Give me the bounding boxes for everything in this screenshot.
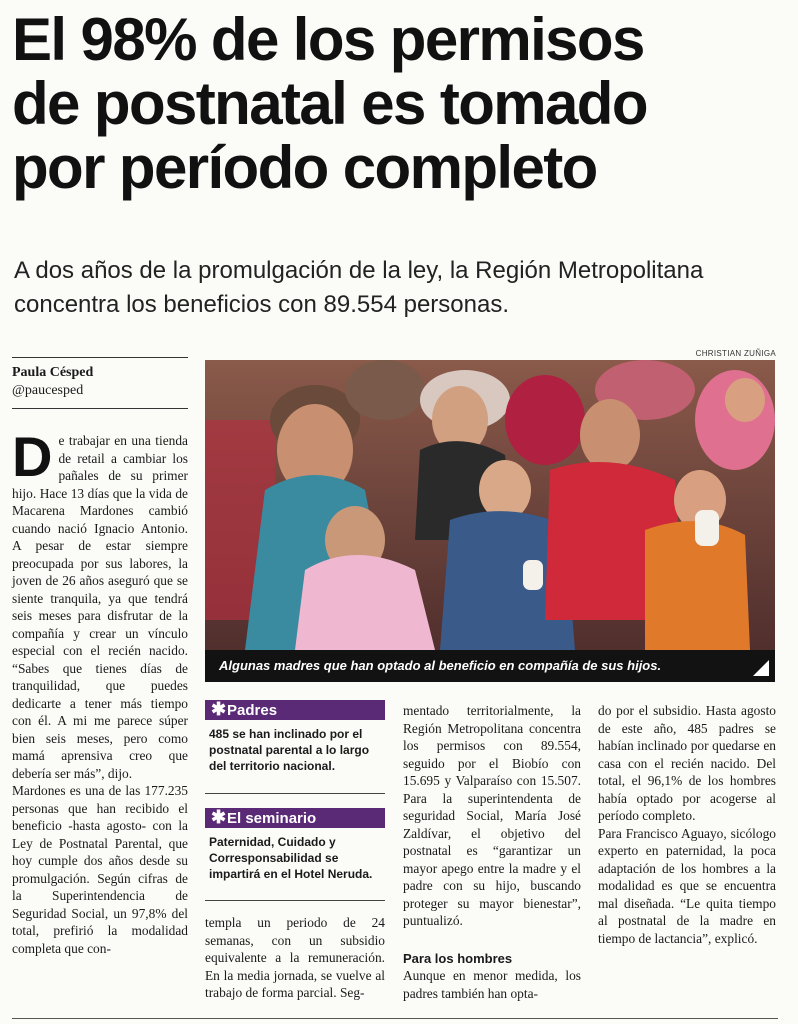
article-column-2 [205, 914, 385, 1002]
photo-credit: CHRISTIAN ZUÑIGA [695, 349, 776, 358]
headline-line-2: de postnatal es tomado [12, 70, 647, 137]
sidebar-seminario-header [205, 808, 385, 828]
article-paragraph-6: do por el subsidio. Hasta agosto de este año, 485 padres se habían inclinado por quedarse en casa con el recién nacido. Del total, el 96,1% de los hombres había optado por acogerse al período completo. [598, 703, 776, 823]
article-column-1 [12, 425, 188, 957]
subheading-para-los-hombres: Para los hombres [403, 950, 513, 966]
caption-corner-mark [753, 660, 769, 676]
article-column-4 [598, 702, 776, 947]
author-handle: @paucesped [12, 383, 84, 398]
author-name: Paula Césped [12, 365, 94, 380]
photo-caption: Algunas madres que han optado al beneficio en compañía de sus hijos. [205, 650, 775, 682]
byline [12, 357, 188, 409]
article-paragraph-2: Mardones es una de las 177.235 personas que han recibido el beneficio -hasta agosto- con la Ley de Postnatal Parental, que hoy cumple dos años desde su promulgación. Según cifras de la Superintendencia de Seguridad Social, un 97,8% del total, prefirió la modalidad completa que con- [12, 783, 188, 956]
article-column-3 [403, 702, 581, 1002]
sidebar-seminario-title: El seminario [227, 810, 317, 827]
bottom-rule [12, 1018, 778, 1019]
article-photo [205, 360, 775, 682]
sidebar-divider [205, 900, 385, 901]
headline [12, 8, 792, 200]
sidebar-padres-header [205, 700, 385, 720]
sidebar-padres-title: Padres [227, 702, 278, 719]
sidebar-padres-body: 485 se han inclinado por el postnatal parental a lo largo del territorio nacional. [209, 727, 370, 773]
article-paragraph-5: Aunque en menor medida, los padres también han opta- [403, 968, 581, 1001]
sidebar-divider [205, 793, 385, 794]
asterisk-icon: ✱ [211, 807, 227, 827]
headline-line-3: por período completo [12, 134, 597, 201]
sidebar-seminario [205, 808, 385, 882]
deck: A dos años de la promulgación de la ley, la Región Metropolitana concentra los beneficios con 89.554 personas. [14, 257, 704, 318]
article-paragraph-4: mentado territorialmente, la Región Metropolitana concentra los permisos con 89.554, seguido por el Biobío con 15.695 y Valparaíso con 15.507. Para la superintendenta de seguridad Social, María José Zaldívar, el objetivo del postnatal es “garantizar un mayor apego entre la madre y el padre con su hijo, buscando proteger su mayor bienestar”, puntualizó. [403, 703, 581, 928]
headline-line-1: El 98% de los permisos [12, 6, 644, 73]
article-paragraph-1: e trabajar en una tienda de retail a cambiar los pañales de su primer hijo. Hace 13 días que la vida de Macarena Mardones cambió cuando nació Ignacio Antonio. A pesar de estar siempre preocupada por sus labores, la joven de 26 años aseguró que se siente tranquila, ya que tendrá seis meses para disfrutar de la compañía y crear un vínculo especial con el recién nacido. “Sabes que tienes días de tranquilidad, que puedes dedicarte a tener más tiempo con él. A mi me parece súper bien seis meses, pero como mamá aprensiva creo que debería ser más”, dijo. [12, 433, 188, 781]
sidebar-seminario-body: Paternidad, Cuidado y Corresponsabilidad se impartirá en el Hotel Neruda. [209, 835, 373, 881]
byline-rule [12, 408, 188, 409]
article-paragraph-3: templa un periodo de 24 semanas, con un subsidio equivalente a la remuneración. En la media jornada, se vuelve al trabajo de forma parcial. Seg- [205, 915, 385, 1000]
drop-cap: D [12, 425, 53, 488]
article-paragraph-7: Para Francisco Aguayo, sicólogo experto en paternidad, la poca adaptación de los hombres a la modalidad es que se encuentra mal diseñada. “Le quita tiempo al postnatal de la madre en tiempo de lactancia”, explicó. [598, 825, 776, 946]
sidebar-padres [205, 700, 385, 774]
photo-illustration [205, 360, 775, 682]
asterisk-icon: ✱ [211, 699, 227, 719]
